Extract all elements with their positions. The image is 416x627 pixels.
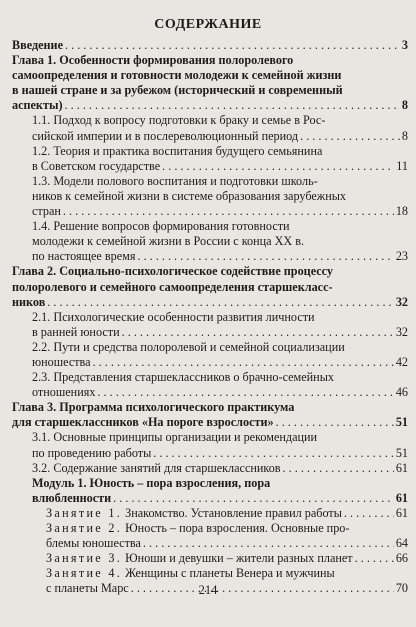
toc-entry-last-line [32,325,408,340]
dot-leader [276,415,394,430]
toc-entry-text [32,446,151,461]
toc-entry-line-text: в нашей стране и за рубежом (исторический и современный [12,83,343,98]
dot-leader [137,249,393,264]
toc-page-number: 46 [395,385,408,400]
toc-entry-text [32,325,120,340]
toc-entry-line-text: молодежи к семейной жизни в России с конца XX в. [32,234,305,249]
toc-entry-text [12,264,333,278]
toc-entry-line [32,219,408,234]
toc-entry [12,461,408,476]
toc-entry-line-text: по настоящее время [32,249,136,264]
toc-entry-line-text: для старшеклассников «На пороге взрослости» [12,415,274,430]
toc-entry-text [12,400,294,414]
toc-entry-text [32,461,281,476]
table-of-contents [12,38,408,596]
toc-entry-text [12,295,45,310]
dot-leader [97,385,393,400]
toc-entry-text [32,234,304,248]
toc-entry-last-line [12,98,408,113]
toc-entry [12,476,408,506]
toc-page-number: 64 [395,536,408,551]
toc-entry [12,521,408,551]
toc-entry-line-text: Юноши и девушки – жители разных планет [122,551,353,566]
toc-entry-line [32,476,408,491]
toc-entry-line [32,189,408,204]
toc-entry-line-text: юношества [32,354,91,369]
toc-entry-line-text: Глава 1. Особенности формирования полоролевого [12,53,294,68]
toc-entry-line-text: аспекты) [12,98,63,113]
lesson-label: Занятие 2. [46,521,123,535]
toc-entry-line [32,113,408,128]
toc-entry [12,340,408,370]
toc-entry-text [46,536,141,551]
toc-entry-last-line [32,446,408,461]
dot-leader [65,38,400,53]
dot-leader [344,506,394,521]
toc-entry-line-text: Глава 2. Социально-психологическое содействие процессу [12,264,334,279]
toc-entry-line-text: 1.1. Подход к вопросу подготовки к браку и семье в Рос- [32,113,326,128]
toc-entry-text [32,159,160,174]
toc-entry-line-text: Модуль 1. Юность – пора взросления, пора [32,475,271,490]
toc-entry-line-text: сийской империи и в послереволюционный период [32,128,299,143]
toc-entry-text [32,430,317,444]
toc-entry-line-text: самоопределения и готовности молодежи к семейной жизни [12,68,342,83]
toc-entry-line [32,234,408,249]
toc-entry-line-text: блемы юношества [46,536,141,551]
toc-entry [12,174,408,219]
lesson-label: Занятие 4. [46,566,123,581]
toc-entry-line-text: 1.3. Модели полового воспитания и подготовки школь- [32,173,318,188]
toc-entry-line-text: 3.2. Содержание занятий для старшеклассников [32,460,281,475]
toc-entry-text [32,355,91,370]
toc-entry-text [12,53,293,67]
toc-entry-text [12,83,343,97]
toc-page-number: 8 [401,128,408,143]
toc-entry-line [12,83,408,98]
toc-entry-last-line [32,204,408,219]
toc-entry-line [12,280,408,295]
toc-entry-last-line [32,249,408,264]
toc-entry-line-text: 3.1. Основные принципы организации и рекомендации [32,430,318,445]
dot-leader [65,98,400,113]
toc-entry-text [32,174,318,188]
toc-entry-line-text: ников [12,294,46,309]
toc-entry-last-line [32,461,408,476]
toc-page-number: 61 [395,460,408,475]
toc-entry [12,264,408,309]
toc-page-number: 8 [401,98,408,113]
dot-leader [93,355,394,370]
toc-entry-line [46,521,408,536]
toc-entry [12,310,408,340]
toc-page-number: 3 [401,38,408,52]
toc-entry-line [32,430,408,445]
toc-entry-line-text: 2.2. Пути и средства полоролевой и семейной социализации [32,339,345,354]
toc-entry-line [12,264,408,279]
toc-entry-line-text: в Советском государстве [32,158,161,173]
toc-entry-text [32,144,322,158]
toc-entry-line-text: Введение [12,38,63,52]
toc-page-number: 18 [395,204,408,219]
page-title: СОДЕРЖАНИЕ [154,17,262,32]
toc-entry-line-text: 1.2. Теория и практика воспитания будущего семьянина [32,143,323,158]
toc-page-number: 61 [395,490,408,505]
toc-entry-text [46,551,353,566]
toc-entry-line-text: Женщины с планеты Венера и мужчины [122,566,335,581]
toc-entry-last-line [32,159,408,174]
toc-entry-line-text: Знакомство. Установление правил работы [122,505,342,520]
toc-entry-last-line [12,295,408,310]
dot-leader [162,159,394,174]
toc-entry [12,551,408,566]
toc-entry-last-line [46,506,408,521]
toc-entry-line [46,566,408,581]
toc-page-number: 70 [395,581,408,596]
toc-page-number: 51 [395,445,408,460]
toc-entry-text [12,68,341,82]
toc-page-number: 32 [395,294,408,309]
toc-entry-last-line [32,355,408,370]
toc-entry-line-text: с планеты Марс [46,581,129,596]
toc-entry [12,430,408,460]
dot-leader [283,461,394,476]
toc-entry-line-text: полоролевого и семейного самоопределения старшекласс- [12,279,333,294]
toc-entry-text [46,566,335,580]
toc-entry-last-line [32,385,408,400]
toc-entry [12,38,408,53]
toc-entry-text [32,129,298,144]
toc-page-number: 32 [395,324,408,339]
toc-page-number: 61 [395,505,408,520]
toc-entry [12,53,408,113]
toc-entry-line [32,310,408,325]
toc-entry-line [32,340,408,355]
toc-entry-text [46,506,342,521]
toc-entry-line [12,400,408,415]
toc-page-number: 23 [395,249,408,264]
dot-leader [300,129,400,144]
toc-entry-line [12,68,408,83]
lesson-label: Занятие 1. [46,505,123,520]
toc-entry-text [46,521,349,535]
dot-leader [355,551,394,566]
toc-entry-line-text: Глава 3. Программа психологического практикума [12,400,295,415]
toc-entry-line-text: 2.3. Представления старшеклассников о брачно-семейных [32,370,334,385]
toc-entry-text [32,310,315,324]
page-number: 214 [198,583,218,597]
toc-entry-line-text: стран [32,204,61,219]
toc-entry-text [32,491,111,506]
toc-entry [12,506,408,521]
toc-entry-line-text: Юность – пора взросления. Основные про- [122,521,350,535]
dot-leader [143,536,394,551]
toc-entry-text [32,476,270,490]
toc-entry-text [12,98,63,113]
toc-entry-line [32,370,408,385]
toc-entry-line-text: 2.1. Психологические особенности развития личности [32,309,315,324]
toc-entry-last-line [12,38,408,53]
toc-entry-line [12,53,408,68]
toc-entry-last-line [12,415,408,430]
toc-entry-text [32,189,346,203]
toc-entry-text [32,113,325,127]
toc-entry-text [32,204,61,219]
toc-page-number: 51 [395,415,408,430]
toc-entry-text [32,340,345,354]
dot-leader [122,325,394,340]
toc-entry [12,144,408,174]
toc-entry-last-line [32,491,408,506]
toc-entry-text [32,385,95,400]
toc-entry-text [32,219,290,233]
toc-entry-last-line [46,536,408,551]
toc-entry-last-line [32,129,408,144]
lesson-label: Занятие 3. [46,551,123,566]
toc-entry-text [32,249,135,264]
toc-entry-text [12,280,333,294]
toc-entry-line [32,174,408,189]
toc-entry [12,400,408,430]
toc-entry-line-text: 1.4. Решение вопросов формирования готовности [32,219,290,234]
toc-entry-line-text: ников к семейной жизни в системе образования зарубежных [32,188,346,203]
toc-page-number: 42 [395,354,408,369]
toc-entry-line-text: отношениях [32,385,96,400]
toc-entry [12,113,408,143]
toc-page-number: 11 [396,158,408,173]
dot-leader [113,491,394,506]
dot-leader [47,295,394,310]
toc-entry-last-line [46,551,408,566]
toc-entry-line-text: влюбленности [32,490,112,505]
toc-page-number: 66 [395,551,408,566]
toc-entry-text [12,38,63,53]
toc-entry [12,370,408,400]
toc-entry-line [32,144,408,159]
toc-entry [12,219,408,264]
dot-leader [63,204,394,219]
toc-entry-text [32,370,334,384]
toc-entry-line-text: по проведению работы [32,445,152,460]
dot-leader [153,446,394,461]
toc-entry-text [12,415,274,430]
toc-entry-line-text: в ранней юности [32,324,120,339]
